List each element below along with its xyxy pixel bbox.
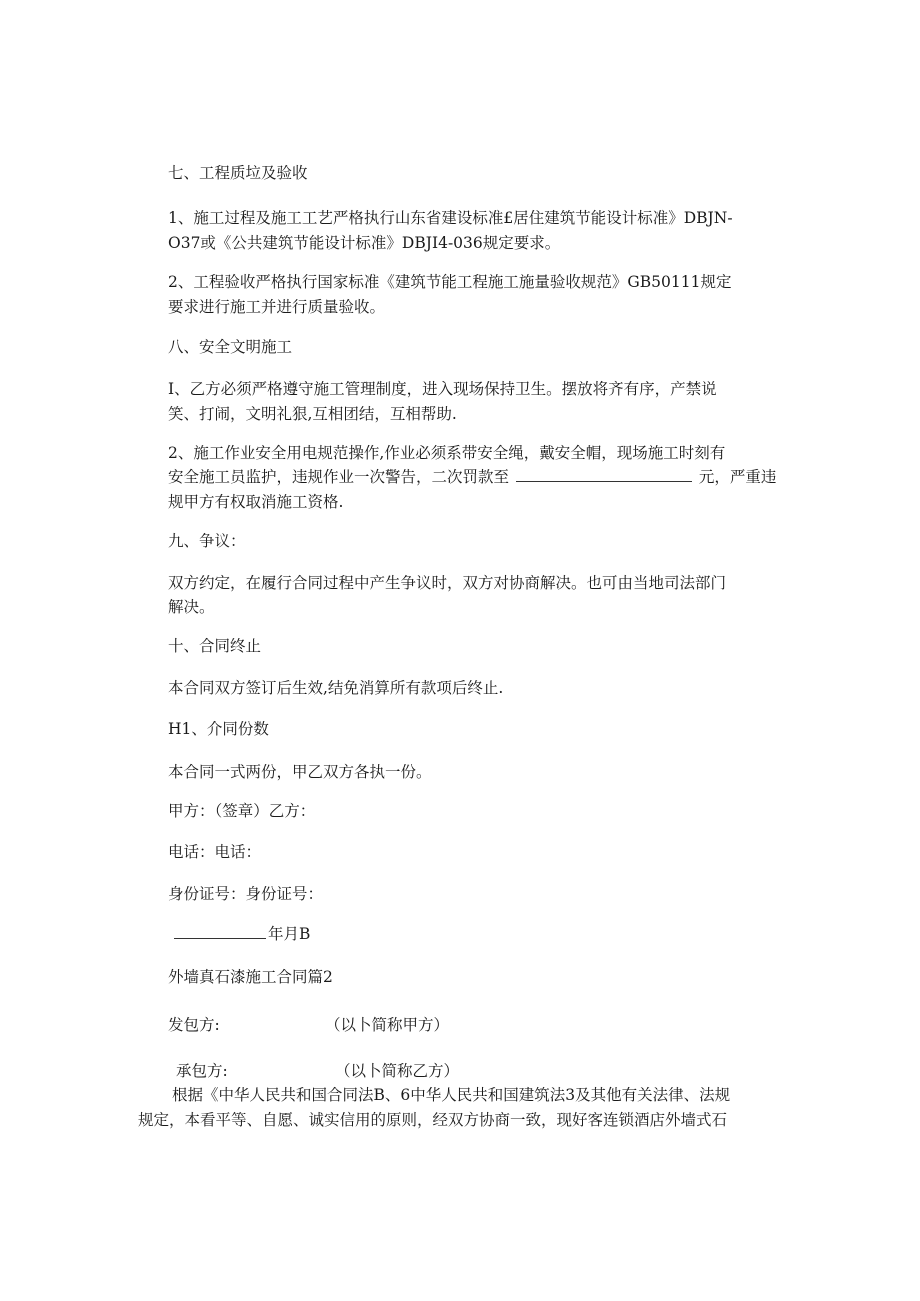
section-9-heading: 九、争议： — [168, 532, 246, 550]
subcontractor-label: 承包方: — [176, 1062, 228, 1080]
section-9-para-1-line-2: 解决。 — [168, 598, 215, 616]
signature-phone-line: 电话：电话： — [168, 843, 262, 861]
fine-text-after: 元，严重违 — [698, 468, 777, 486]
section-7-para-2-line-2: 要求进行施工并进行质量验收。 — [168, 298, 386, 316]
section-7-para-2-line-1: 2、工程验收严格执行国家标准《建筑节能工程施工施量验收规范》GB50111规定 — [168, 273, 732, 291]
contractor-label: 发包方: — [168, 1016, 220, 1034]
section-9-para-1-line-1: 双方约定，在履行合同过程中产生争议时，双方对协商解决。也可由当地司法部门 — [168, 574, 727, 592]
date-label: 年月B — [268, 925, 311, 943]
signature-id-line: 身份证号：身份证号： — [168, 885, 324, 903]
contract-2-title: 外墙真石漆施工合同篇2 — [168, 968, 333, 986]
section-11-heading: H1、介同份数 — [168, 720, 269, 738]
section-7-para-1-line-2: O37或《公共建筑节能设计标准》DBJI4-036规定要求。 — [168, 234, 561, 252]
fine-text-before: 安全施工员监护，违规作业一次警告，二次罚款至 — [168, 468, 510, 486]
signature-party-line: 甲方：（签章）乙方： — [168, 802, 316, 820]
section-8-para-2-line-2 — [168, 467, 776, 487]
signature-date-line — [172, 924, 310, 944]
subcontractor-note: （以卜简称乙方） — [335, 1062, 460, 1080]
contractor-note: （以卜简称甲方） — [325, 1016, 450, 1034]
section-8-para-1-line-2: 笑、打闹，文明礼狠,互相团结，互相帮助. — [168, 405, 457, 423]
section-10-heading: 十、合同终止 — [168, 637, 262, 655]
section-8-para-2-line-3: 规甲方有权取消施工资格. — [168, 493, 344, 511]
contract-basis-line-2: 规定，本看平等、自愿、诚实信用的原则，经双方协商一致，现好客连锁酒店外墙式石 — [138, 1111, 728, 1129]
date-blank[interactable] — [174, 937, 266, 939]
section-11-para-1: 本合同一式两份，甲乙双方各执一份。 — [168, 763, 432, 781]
section-8-para-2-line-1: 2、施工作业安全用电规范操作,作业必须系带安全绳，戴安全帽，现场施工时刻有 — [168, 444, 726, 462]
section-7-para-1-line-1: 1、施工过程及施工工艺严格执行山东省建设标准£居住建筑节能设计标准》DBJN- — [168, 209, 733, 227]
contract-basis-line-1: 根据《中华人民共和国合同法B、6中华人民共和国建筑法3及其他有关法律、法规 — [172, 1086, 731, 1104]
section-8-heading: 八、安全文明施工 — [168, 338, 293, 356]
section-7-heading: 七、工程质垃及验收 — [168, 164, 308, 182]
fine-amount-blank[interactable] — [516, 480, 692, 482]
section-8-para-1-line-1: I、乙方必须严格遵守施工管理制度，进入现场保持卫生。摆放将齐有序，产禁说 — [168, 380, 717, 398]
section-10-para-1: 本合同双方签订后生效,结免消算所有款项后终止. — [168, 679, 504, 697]
